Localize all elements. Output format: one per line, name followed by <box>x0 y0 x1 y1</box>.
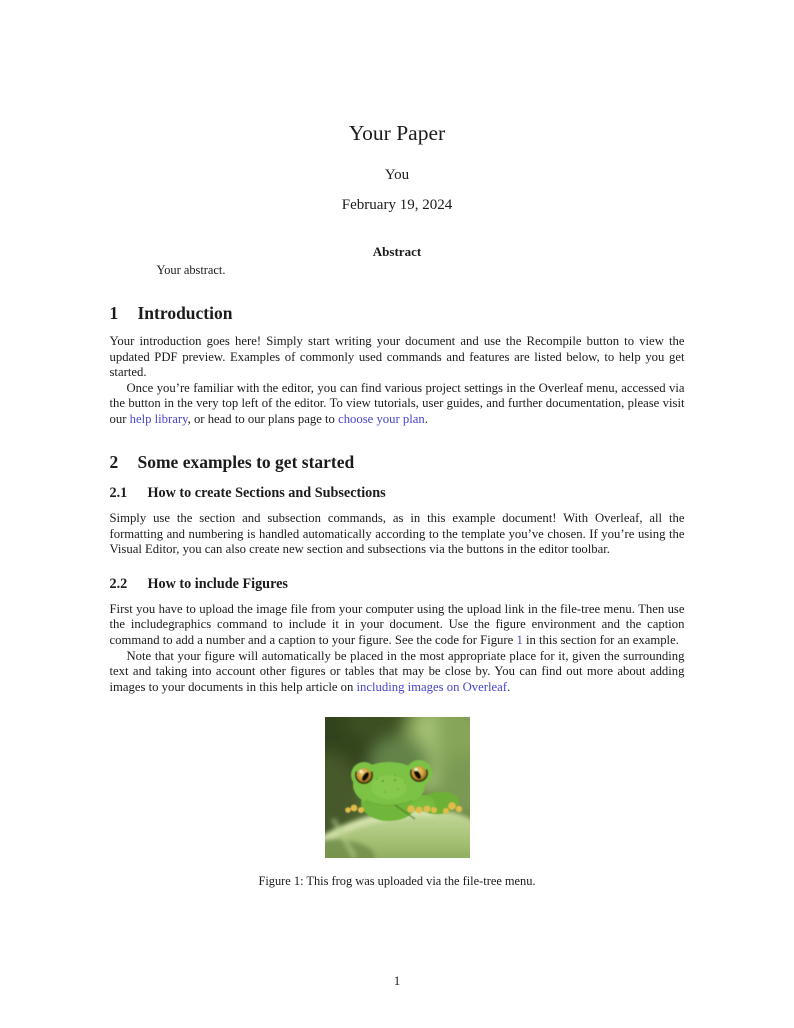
help-library-link[interactable]: help library <box>129 411 188 426</box>
subsection-2-2-title: How to include Figures <box>147 575 288 592</box>
section-1-title: Introduction <box>137 303 233 323</box>
subsection-2-2-paragraph-2 <box>110 649 685 696</box>
paragraph-text: First you have to upload the image file from your computer using the upload link in the file-tree menu. Then use the includegraphics command to include it in your document. Use the figure environment and the caption command to add a number and a caption to your figure. See the code for Figure <box>109 601 685 648</box>
subsection-2-1-paragraph: Simply use the section and subsection commands, as in this example document! With Overleaf, all the formatting and numbering is handled automatically according to the template you’ve chosen. If you’re using the Visual Editor, you can also create new section and subsections via the buttons in the editor toolbar. <box>109 511 685 557</box>
section-2-title: Some examples to get started <box>137 452 355 473</box>
paper-title: Your Paper <box>348 121 446 145</box>
subsection-2-2-paragraph-1 <box>110 602 685 649</box>
subsection-2-2-number: 2.2 <box>109 575 128 592</box>
paragraph-text: in this section for an example. <box>522 633 679 648</box>
paper-date: February 19, 2024 <box>341 197 453 213</box>
paragraph-text: . <box>424 411 428 426</box>
section-2-heading <box>110 452 685 472</box>
page-number: 1 <box>393 974 401 988</box>
paragraph-text: Once you’re familiar with the editor, you can find various project settings in the Overleaf menu, accessed via the button in the very top left of the editor. To view tutorials, user guides, and further documentation, please visit our <box>109 380 685 426</box>
abstract-heading: Abstract <box>372 244 422 259</box>
abstract-text: Your abstract. <box>156 263 226 277</box>
section-2-number: 2 <box>109 452 119 473</box>
paragraph-text: Note that your figure will automatically be placed in the most appropriate place for it, given the surrounding text and taking into account other figures or tables that may be close by. You can find out more about adding images to your documents in this help article on <box>109 648 685 694</box>
section-1-number: 1 <box>109 303 119 323</box>
figure-1 <box>110 717 685 888</box>
figure-1-reference-link[interactable]: 1 <box>516 633 523 648</box>
intro-paragraph-2 <box>110 381 685 428</box>
choose-your-plan-link[interactable]: choose your plan <box>338 411 425 426</box>
figure-caption: Figure 1: This frog was uploaded via the file-tree menu. <box>258 874 536 889</box>
frog-photo <box>325 717 470 858</box>
paragraph-text: . <box>506 679 511 694</box>
paper-author: You <box>384 167 410 183</box>
intro-paragraph-1: Your introduction goes here! Simply start writing your document and use the Recompile button to view the updated PDF preview. Examples of commonly used commands and features are listed below, to help you get started. <box>109 334 685 380</box>
including-images-on-overleaf-link[interactable]: including images on Overleaf <box>356 679 507 694</box>
subsection-2-2-heading <box>110 576 685 592</box>
subsection-2-1-heading <box>110 485 685 501</box>
paragraph-text: , or head to our plans page to <box>187 411 339 426</box>
subsection-2-1-number: 2.1 <box>109 485 128 502</box>
section-1-heading <box>110 303 685 323</box>
page-content <box>110 0 685 888</box>
subsection-2-1-title: How to create Sections and Subsections <box>147 485 386 502</box>
